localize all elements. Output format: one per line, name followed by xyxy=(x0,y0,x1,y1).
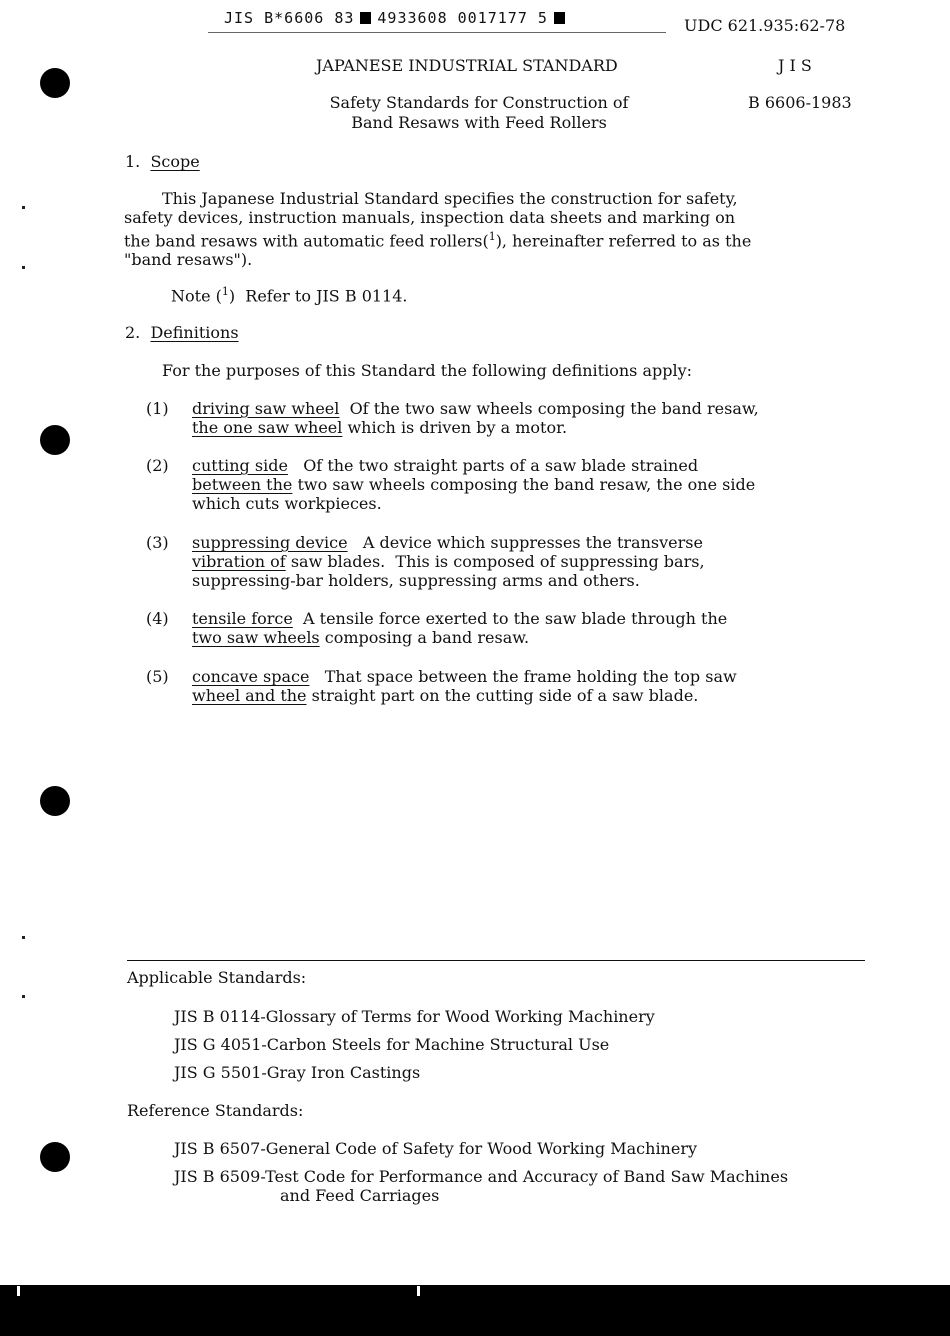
scan-speck xyxy=(22,995,25,998)
punch-hole xyxy=(40,425,70,455)
scope-note: Note ($^1$) Refer to JIS B 0114. xyxy=(171,285,408,306)
scope-body xyxy=(124,189,751,269)
scope-heading xyxy=(125,152,200,171)
barcode-block xyxy=(360,12,371,24)
scope-line-2: safety devices, instruction manuals, inspection data sheets and marking on xyxy=(124,208,736,227)
definition-item: (4) tensile force A tensile force exerted to the saw blade through the two saw wheels composing a band resaw. xyxy=(146,609,728,647)
definitions-intro: For the purposes of this Standard the following definitions apply: xyxy=(162,361,693,380)
header-code-part1: JIS B*6606 83 xyxy=(224,9,355,27)
scope-number: 1. xyxy=(125,152,141,171)
definition-item: (5) concave space That space between the frame holding the top saw wheel and the straight part on the cutting side of a saw blade. xyxy=(146,667,737,705)
scan-speck xyxy=(22,936,25,939)
definitions-number: 2. xyxy=(125,323,141,342)
scan-speck xyxy=(22,206,25,209)
definition-term: cutting side xyxy=(192,456,288,475)
definition-item: (3) suppressing device A device which suppresses the transverse vibration of saw blades. This is composed of suppressing bars, suppressing-bar holders, suppressing arms and others. xyxy=(146,533,705,590)
definition-term: concave space xyxy=(192,667,310,686)
scan-speck xyxy=(22,266,25,269)
reference-heading: Reference Standards: xyxy=(127,1101,304,1120)
definition-item: (2) cutting side Of the two straight parts of a saw blade strained between the two saw wheels composing the band resaw, the one side which cuts workpieces. xyxy=(146,456,756,513)
title xyxy=(300,93,658,133)
standard-org: JAPANESE INDUSTRIAL STANDARD xyxy=(316,56,618,75)
scan-bottom-band xyxy=(0,1285,950,1336)
scope-title: Scope xyxy=(150,152,200,171)
definition-term: tensile force xyxy=(192,609,293,628)
applicable-item: JIS G 5501-Gray Iron Castings xyxy=(174,1063,421,1082)
title-line-1: Safety Standards for Construction of xyxy=(329,93,629,112)
udc-code: UDC 621.935:62-78 xyxy=(684,16,846,35)
footer-rule xyxy=(127,960,865,961)
scope-line-1: This Japanese Industrial Standard specifies the construction for safety, xyxy=(162,189,738,208)
barcode-block xyxy=(554,12,565,24)
definition-term: suppressing device xyxy=(192,533,348,552)
scope-line-4: "band resaws"). xyxy=(124,250,253,270)
definitions-title: Definitions xyxy=(150,323,239,342)
scan-mark xyxy=(417,1286,420,1296)
standard-number: B 6606-1983 xyxy=(748,93,852,112)
punch-hole xyxy=(40,786,70,816)
title-line-2: Band Resaws with Feed Rollers xyxy=(351,113,607,132)
definition-term: driving saw wheel xyxy=(192,399,340,418)
header-rule xyxy=(208,32,666,33)
applicable-item: JIS B 0114-Glossary of Terms for Wood Working Machinery xyxy=(174,1007,655,1026)
scope-line-3: the band resaws with automatic feed rollers($^1$), hereinafter referred to as the xyxy=(124,230,752,251)
punch-hole xyxy=(40,1142,70,1172)
applicable-item: JIS G 4051-Carbon Steels for Machine Structural Use xyxy=(174,1035,610,1054)
header-code xyxy=(224,9,571,27)
jis-mark: J I S xyxy=(778,56,812,75)
reference-item-continuation: and Feed Carriages xyxy=(280,1186,440,1205)
definitions-heading xyxy=(125,323,239,342)
reference-item: JIS B 6507-General Code of Safety for Wood Working Machinery xyxy=(174,1139,698,1158)
punch-hole xyxy=(40,68,70,98)
header-code-part2: 4933608 0017177 5 xyxy=(377,9,548,27)
definition-item: (1) driving saw wheel Of the two saw wheels composing the band resaw, the one saw wheel which is driven by a motor. xyxy=(146,399,759,437)
reference-item: JIS B 6509-Test Code for Performance and Accuracy of Band Saw Machines xyxy=(174,1167,789,1186)
footnote-ref: 1 xyxy=(488,230,496,243)
applicable-heading: Applicable Standards: xyxy=(127,968,307,987)
scan-mark xyxy=(17,1286,20,1296)
